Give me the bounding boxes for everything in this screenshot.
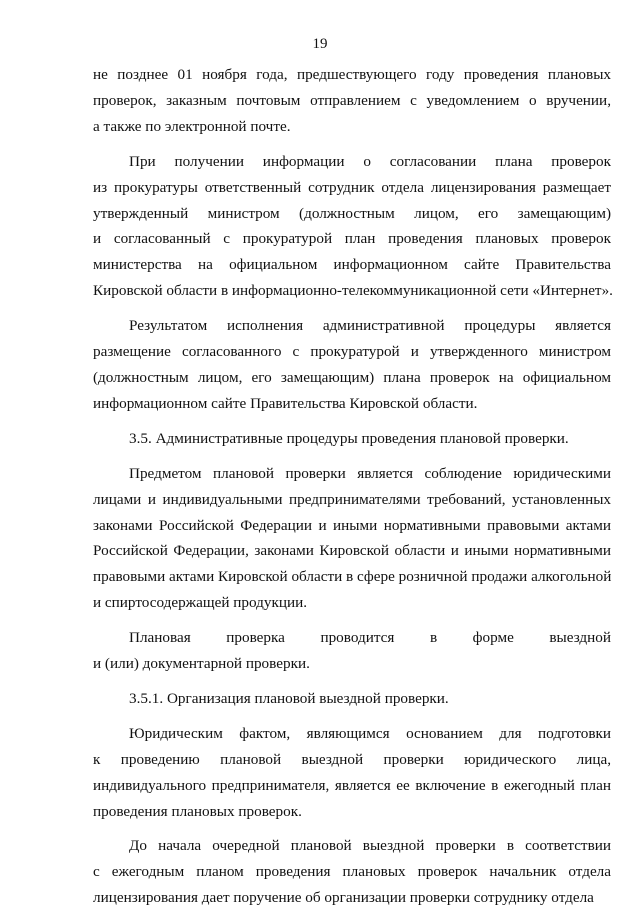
text-line: министерства на официальном информационном сайте Правительства	[93, 256, 611, 274]
text-line: Плановая проверка проводится в форме выездной	[129, 629, 611, 647]
page-number: 19	[312, 36, 328, 52]
text-line: утвержденный министром (должностным лицом, его замещающим)	[93, 204, 611, 222]
text-line: с ежегодным планом проведения плановых проверок начальник отдела	[93, 863, 611, 881]
text-line: лицами и индивидуальными предпринимателями требований, установленных	[93, 490, 611, 508]
paragraph-legal-fact	[93, 721, 611, 825]
text-line: индивидуального предпринимателя, является ее включение в ежегодный план	[93, 776, 611, 794]
paragraph-before-start	[93, 833, 611, 911]
text-line: лицензирования дает поручение об организации проверки сотруднику отдела	[93, 889, 594, 907]
paragraph-result	[93, 313, 611, 417]
text-line: проведения плановых проверок.	[93, 802, 302, 820]
text-line: Российской Федерации, законами Кировской области и иными нормативными	[93, 542, 611, 560]
paragraph-form	[93, 625, 611, 677]
text-line: информационном сайте Правительства Кировской области.	[93, 394, 478, 412]
text-line: До начала очередной плановой выездной проверки в соответствии	[129, 837, 611, 855]
text-line: Предметом плановой проверки является соблюдение юридическими	[129, 464, 611, 482]
text-line: и спиртосодержащей продукции.	[93, 594, 308, 612]
paragraph-upon-receipt	[93, 149, 611, 304]
paragraph-continuation	[93, 62, 611, 140]
text-line: проверок, заказным почтовым отправлением с уведомлением о вручении,	[93, 91, 611, 109]
text-line: Кировской области в информационно-телекоммуникационной сети «Интернет».	[93, 282, 613, 300]
text-line: размещение согласованного с прокуратурой и утвержденного министром	[93, 343, 611, 361]
text-line: Результатом исполнения административной процедуры является	[129, 317, 611, 335]
text-line: а также по электронной почте.	[93, 117, 291, 135]
paragraph-section-3-5	[93, 426, 611, 452]
text-line: из прокуратуры ответственный сотрудник отдела лицензирования размещает	[93, 178, 611, 196]
text-line: к проведению плановой выездной проверки юридического лица,	[93, 750, 611, 768]
text-line: 3.5. Административные процедуры проведения плановой проверки.	[129, 429, 569, 447]
text-line: Юридическим фактом, являющимся основанием для подготовки	[129, 724, 611, 742]
text-line: и согласованный с прокуратурой план проведения плановых проверок	[93, 230, 611, 248]
text-line: 3.5.1. Организация плановой выездной проверки.	[129, 689, 449, 707]
text-line: законами Российской Федерации и иными нормативными правовыми актами	[93, 516, 611, 534]
body-text	[93, 62, 611, 920]
text-line: не позднее 01 ноября года, предшествующего году проведения плановых	[93, 66, 611, 83]
paragraph-section-3-5-1	[93, 686, 611, 712]
text-line: При получении информации о согласовании плана проверок	[129, 152, 611, 170]
text-line: правовыми актами Кировской области в сфере розничной продажи алкогольной	[93, 568, 612, 586]
text-line: (должностным лицом, его замещающим) плана проверок на официальном	[93, 368, 611, 386]
paragraph-subject	[93, 461, 611, 616]
text-line: и (или) документарной проверки.	[93, 655, 310, 673]
